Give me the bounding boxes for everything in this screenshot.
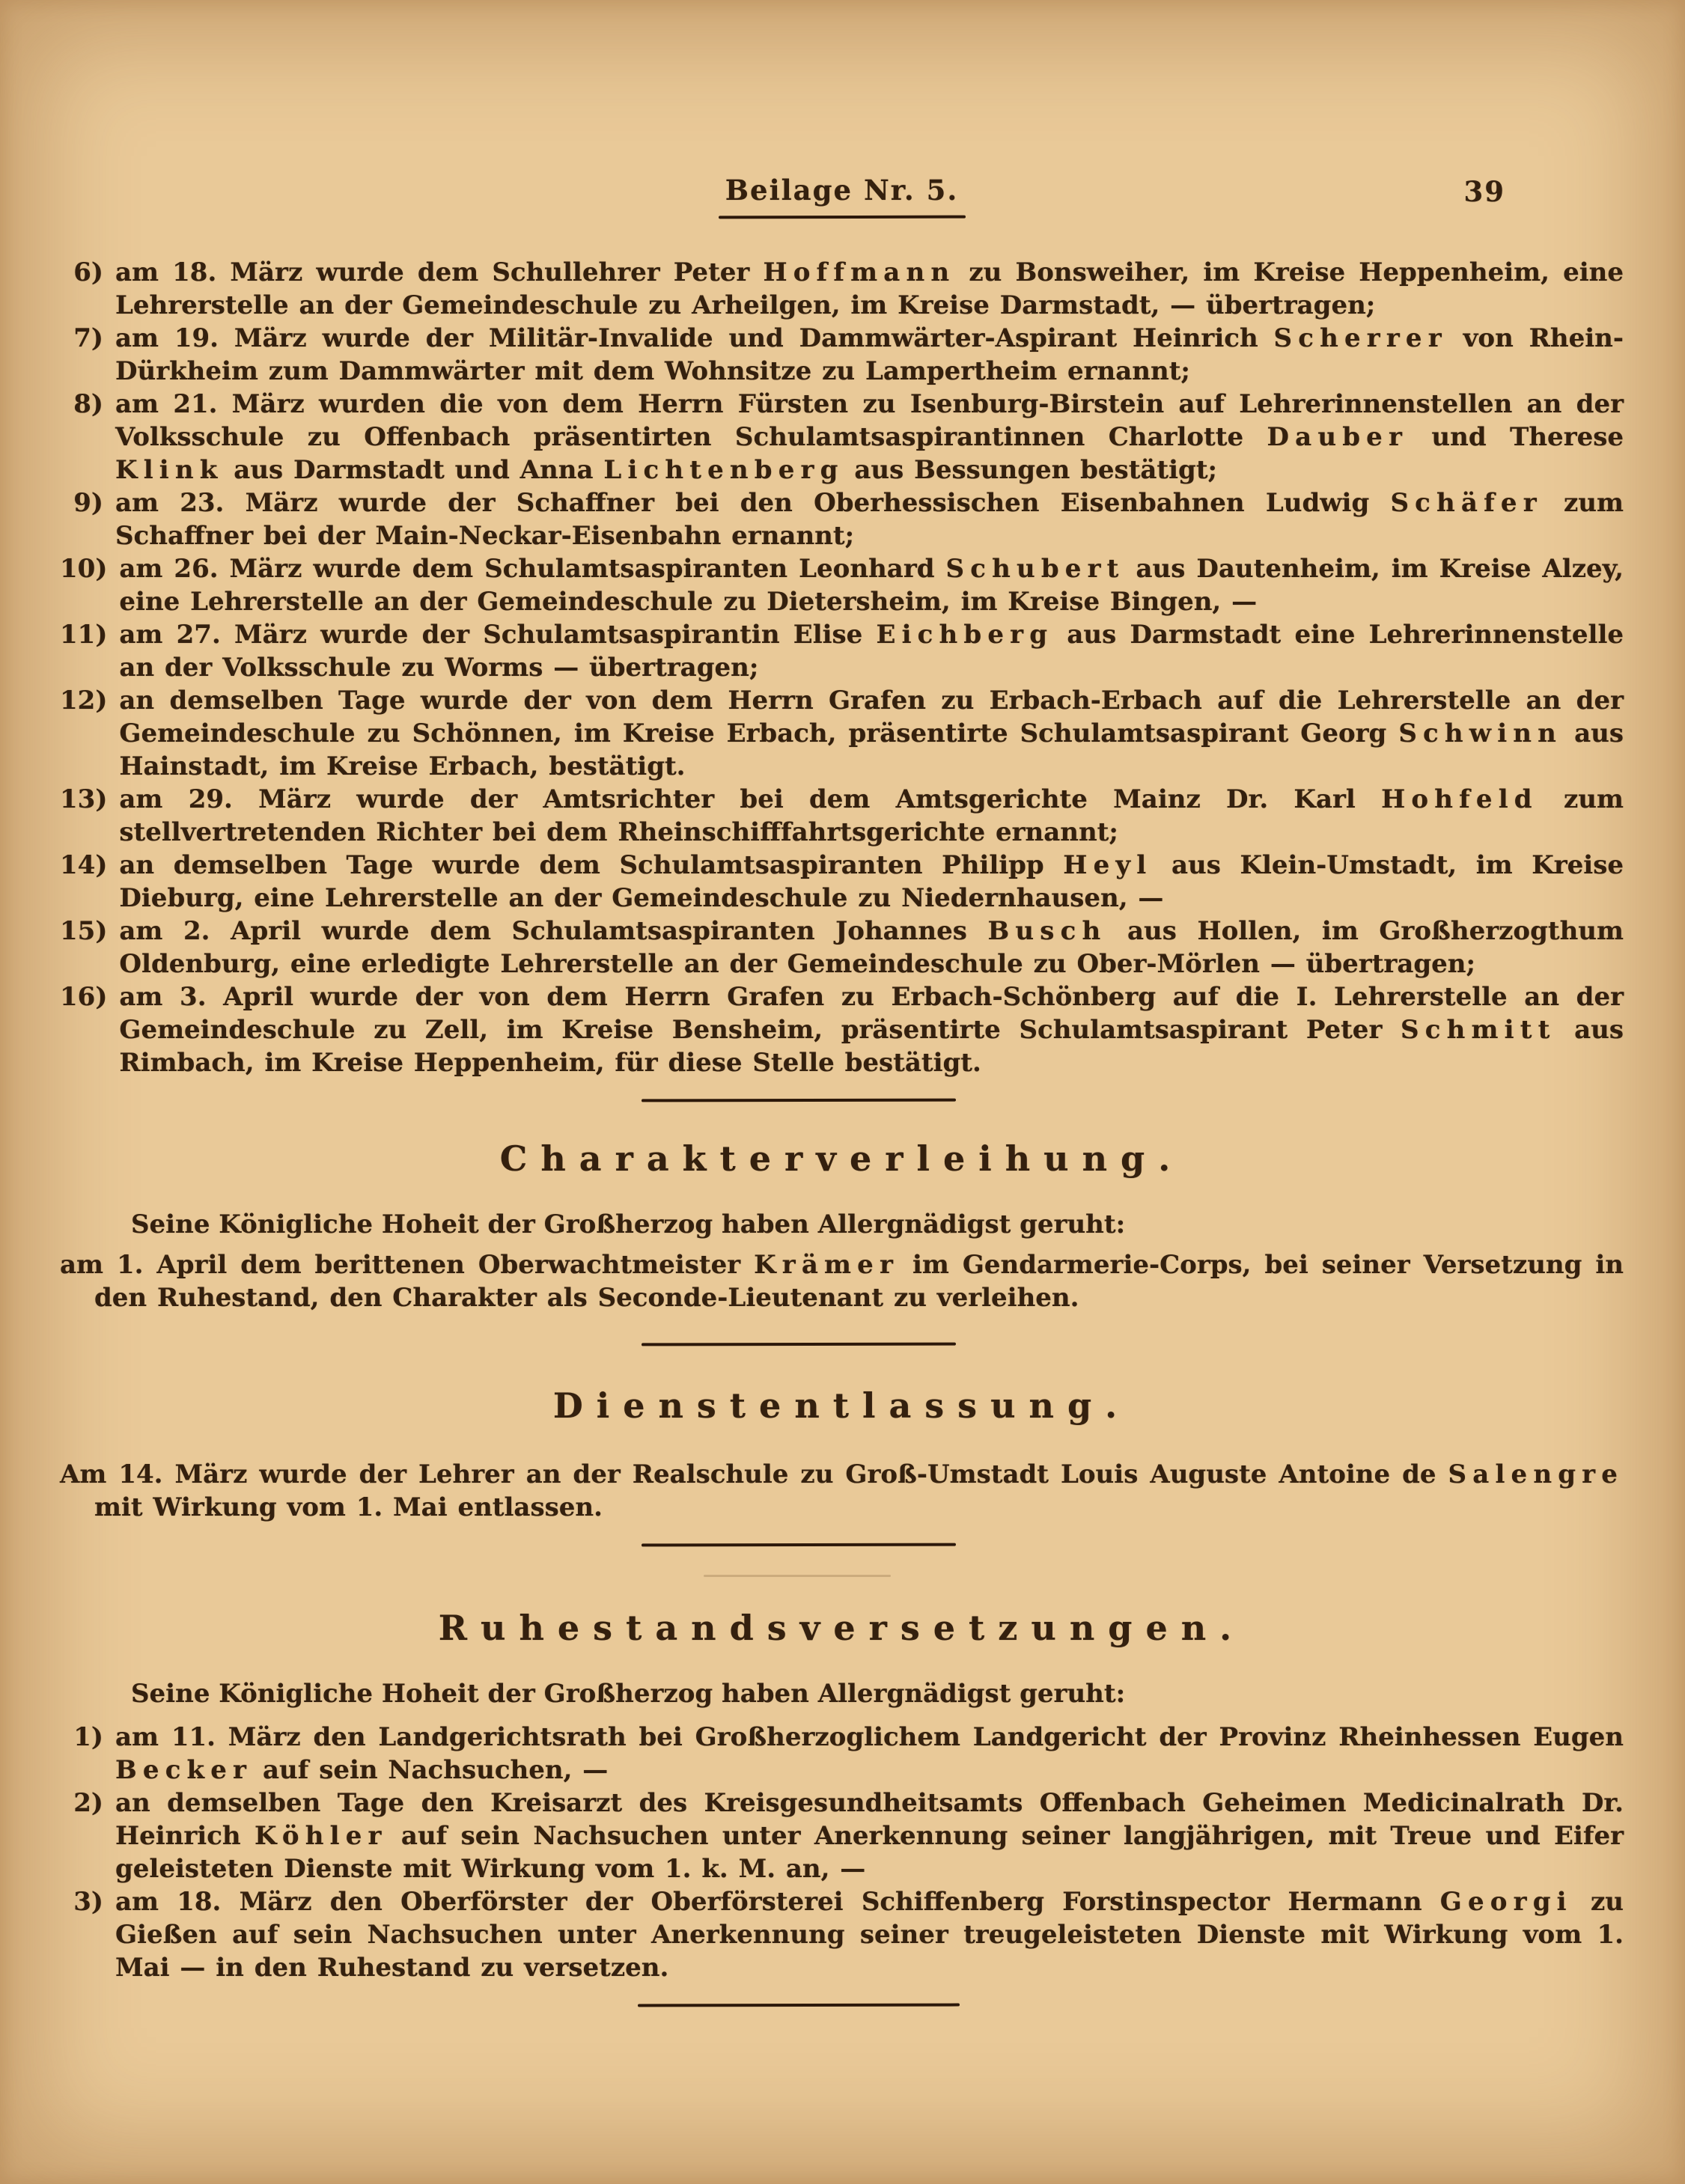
text-segment: auf sein Nachsuchen unter Anerkennung seiner langjährigen, mit Treue und Eifer geleisteten Dienste mit Wirkung vom 1. k. M. an, — <box>115 1821 1624 1884</box>
person-name-spaced: Schubert <box>945 554 1125 584</box>
item-text <box>115 1885 1624 1984</box>
person-name-spaced: Eichberg <box>876 620 1054 650</box>
royal-grant-intro: Seine Königliche Hoheit der Großherzog haben Allergnädigst geruht: <box>131 1679 1126 1709</box>
appointment-item-10 <box>60 552 1624 618</box>
person-name-spaced: Georgi <box>1439 1887 1573 1917</box>
item-text <box>119 618 1624 684</box>
text-segment: Am 14. März wurde der Lehrer an der Realschule zu Groß-Umstadt Louis Auguste Antoine de <box>60 1459 1448 1489</box>
appointment-item-14 <box>60 849 1624 915</box>
page-number: 39 <box>1463 175 1505 208</box>
text-segment: am 18. März den Oberförster der Oberförsterei Schiffenberg Forstinspector Hermann <box>115 1887 1440 1917</box>
item-number: 2) <box>73 1788 103 1818</box>
text-segment: am 1. April dem berittenen Oberwachtmeister <box>60 1250 755 1280</box>
retirement-list <box>60 1721 1624 1984</box>
item-text <box>119 552 1624 618</box>
item-number: 7) <box>73 323 103 353</box>
text-segment: auf sein Nachsuchen, — <box>252 1755 609 1785</box>
section-divider <box>641 1543 955 1547</box>
text-segment: am 11. März den Landgerichtsrath bei Großherzoglichem Landgericht der Provinz Rheinhessen Eugen <box>115 1722 1624 1752</box>
text-segment: am 19. März wurde der Militär-Invalide und Dammwärter-Aspirant Heinrich <box>115 323 1274 353</box>
item-number: 16) <box>60 982 108 1012</box>
text-segment: am 29. März wurde der Amtsrichter bei dem Amtsgerichte Mainz Dr. Karl <box>119 784 1382 814</box>
text-segment: aus Rimbach, im Kreise Heppenheim, für diese Stelle bestätigt. <box>119 1015 1624 1078</box>
person-name-spaced: Dauber <box>1267 422 1409 452</box>
item-text <box>115 322 1624 388</box>
appointment-item-6 <box>60 256 1624 322</box>
text-segment: von Rhein-Dürkheim zum Dammwärter mit dem Wohnsitze zu Lampertheim ernannt; <box>115 323 1624 386</box>
text-segment: am 27. März wurde der Schulamtsaspirantin Elise <box>119 620 877 650</box>
text-segment: aus Hollen, im Großherzogthum Oldenburg, eine erledigte Lehrerstelle an der Gemeindeschule zu Ober-Mörlen — übertragen; <box>119 916 1624 979</box>
person-name-spaced: Lichtenberg <box>603 455 844 485</box>
item-text <box>119 915 1624 980</box>
person-name-spaced: Schwinn <box>1398 719 1563 748</box>
text-segment: zum stellvertretenden Richter bei dem Rheinschifffahrtsgerichte ernannt; <box>119 784 1624 847</box>
item-text <box>119 684 1624 783</box>
page-body <box>60 256 1624 2007</box>
text-segment: an demselben Tage den Kreisarzt des Kreisgesundheitsamts Offenbach Geheimen Medicinalrath Dr. Heinrich <box>115 1788 1624 1851</box>
item-number: 12) <box>60 686 108 716</box>
item-number: 8) <box>73 389 103 419</box>
item-number: 11) <box>60 620 108 650</box>
appointment-item-12 <box>60 684 1624 783</box>
title-underline <box>718 216 965 219</box>
item-number: 15) <box>60 916 108 946</box>
item-text <box>119 783 1624 849</box>
appointment-item-8 <box>60 388 1624 486</box>
section-heading-charakterverleihung: Charakterverleihung. <box>499 1138 1184 1179</box>
appointment-item-13 <box>60 783 1624 849</box>
person-name-spaced: Salengre <box>1448 1459 1624 1489</box>
page-end-divider <box>637 2004 959 2007</box>
item-text <box>119 980 1624 1079</box>
text-segment: aus Hainstadt, im Kreise Erbach, bestätigt. <box>119 719 1624 781</box>
text-segment: an demselben Tage wurde der von dem Herrn Grafen zu Erbach-Erbach auf die Lehrerstelle an der Gemeindeschule zu Schönnen, im Kreise Erbach, präsentirte Schulamtsaspirant Georg <box>119 686 1624 748</box>
text-segment: zu Gießen auf sein Nachsuchen unter Anerkennung seiner treugeleisteten Dienste mit Wirkung vom 1. Mai — in den Ruhestand zu versetzen. <box>115 1887 1624 1983</box>
text-segment: mit Wirkung vom 1. Mai entlassen. <box>94 1492 603 1522</box>
text-segment: am 18. März wurde dem Schullehrer Peter <box>115 257 764 287</box>
person-name-spaced: Krämer <box>754 1250 900 1280</box>
item-number: 9) <box>73 488 103 518</box>
text-segment: am 26. März wurde dem Schulamtsaspiranten Leonhard <box>119 554 946 584</box>
text-segment: und Therese <box>1408 422 1624 452</box>
item-text <box>115 388 1624 486</box>
item-text <box>115 1721 1624 1787</box>
appointment-item-9 <box>60 486 1624 552</box>
item-text <box>119 849 1624 915</box>
page-title-wrap <box>685 174 999 219</box>
text-segment: im Gendarmerie-Corps, bei seiner Versetzung in den Ruhestand, den Charakter als Seconde-Lieutenant zu verleihen. <box>94 1250 1624 1313</box>
item-number: 14) <box>60 850 108 880</box>
person-name-spaced: Busch <box>987 916 1107 946</box>
text-segment: aus Klein-Umstadt, im Kreise Dieburg, eine Lehrerstelle an der Gemeindeschule zu Niedernhausen, — <box>119 850 1624 913</box>
item-text <box>115 486 1624 552</box>
retirement-item-3 <box>60 1885 1624 1984</box>
text-segment: aus Darmstadt und Anna <box>223 455 604 485</box>
section-divider <box>641 1343 955 1346</box>
charakter-paragraph <box>60 1248 1624 1314</box>
person-name-spaced: Schäfer <box>1390 488 1543 518</box>
text-segment: aus Darmstadt eine Lehrerinnenstelle an der Volksschule zu Worms — übertragen; <box>119 620 1624 683</box>
item-number: 10) <box>60 554 108 584</box>
person-name-spaced: Hohfeld <box>1381 784 1538 814</box>
text-segment: zum Schaffner bei der Main-Neckar-Eisenbahn ernannt; <box>115 488 1624 551</box>
retirement-item-1 <box>60 1721 1624 1787</box>
person-name-spaced: Köhler <box>254 1821 388 1851</box>
item-number: 6) <box>73 257 103 287</box>
page-header <box>60 174 1624 256</box>
person-name-spaced: Scherrer <box>1273 323 1448 353</box>
text-segment: aus Bessungen bestätigt; <box>844 455 1218 485</box>
section-heading-dienstentlassung: Dienstentlassung. <box>552 1385 1131 1426</box>
text-segment: am 21. März wurden die von dem Herrn Fürsten zu Isenburg-Birstein auf Lehrerinnenstellen an der Volksschule zu Offenbach präsentirten Schulamtsaspirantinnen Charlotte <box>115 389 1624 452</box>
person-name-spaced: Schmitt <box>1401 1015 1556 1045</box>
appointment-item-7 <box>60 322 1624 388</box>
item-number: 1) <box>73 1722 103 1752</box>
person-name-spaced: Hoffmann <box>763 257 956 287</box>
text-segment: zu Bonsweiher, im Kreise Heppenheim, eine Lehrerstelle an der Gemeindeschule zu Arheilgen, im Kreise Darmstadt, — übertragen; <box>115 257 1624 320</box>
text-segment: am 3. April wurde der von dem Herrn Grafen zu Erbach-Schönberg auf die I. Lehrerstelle an der Gemeindeschule zu Zell, im Kreise Bensheim, präsentirte Schulamtsaspirant Peter <box>119 982 1624 1045</box>
appointment-item-16 <box>60 980 1624 1079</box>
item-number: 3) <box>73 1887 103 1917</box>
appointment-item-11 <box>60 618 1624 684</box>
item-number: 13) <box>60 784 108 814</box>
person-name-spaced: Heyl <box>1063 850 1153 880</box>
page-title: Beilage Nr. 5. <box>725 174 959 207</box>
person-name-spaced: Becker <box>115 1755 253 1785</box>
section-heading-ruhestandsversetzungen: Ruhestandsversetzungen. <box>438 1608 1246 1648</box>
item-text <box>115 1787 1624 1885</box>
section-divider <box>641 1099 955 1102</box>
text-segment: am 23. März wurde der Schaffner bei den Oberhessischen Eisenbahnen Ludwig <box>115 488 1391 518</box>
retirement-item-2 <box>60 1787 1624 1885</box>
person-name-spaced: Klink <box>115 455 224 485</box>
royal-grant-intro: Seine Königliche Hoheit der Großherzog haben Allergnädigst geruht: <box>131 1210 1126 1239</box>
faint-rule-mark <box>704 1575 891 1577</box>
text-segment: am 2. April wurde dem Schulamtsaspiranten Johannes <box>119 916 988 946</box>
appointments-list <box>60 256 1624 1079</box>
appointment-item-15 <box>60 915 1624 980</box>
text-segment: aus Dautenheim, im Kreise Alzey, eine Lehrerstelle an der Gemeindeschule zu Dietersheim, im Kreise Bingen, — <box>119 554 1624 617</box>
dienst-paragraph <box>60 1458 1624 1524</box>
item-text <box>115 256 1624 322</box>
text-segment: an demselben Tage wurde dem Schulamtsaspiranten Philipp <box>119 850 1064 880</box>
